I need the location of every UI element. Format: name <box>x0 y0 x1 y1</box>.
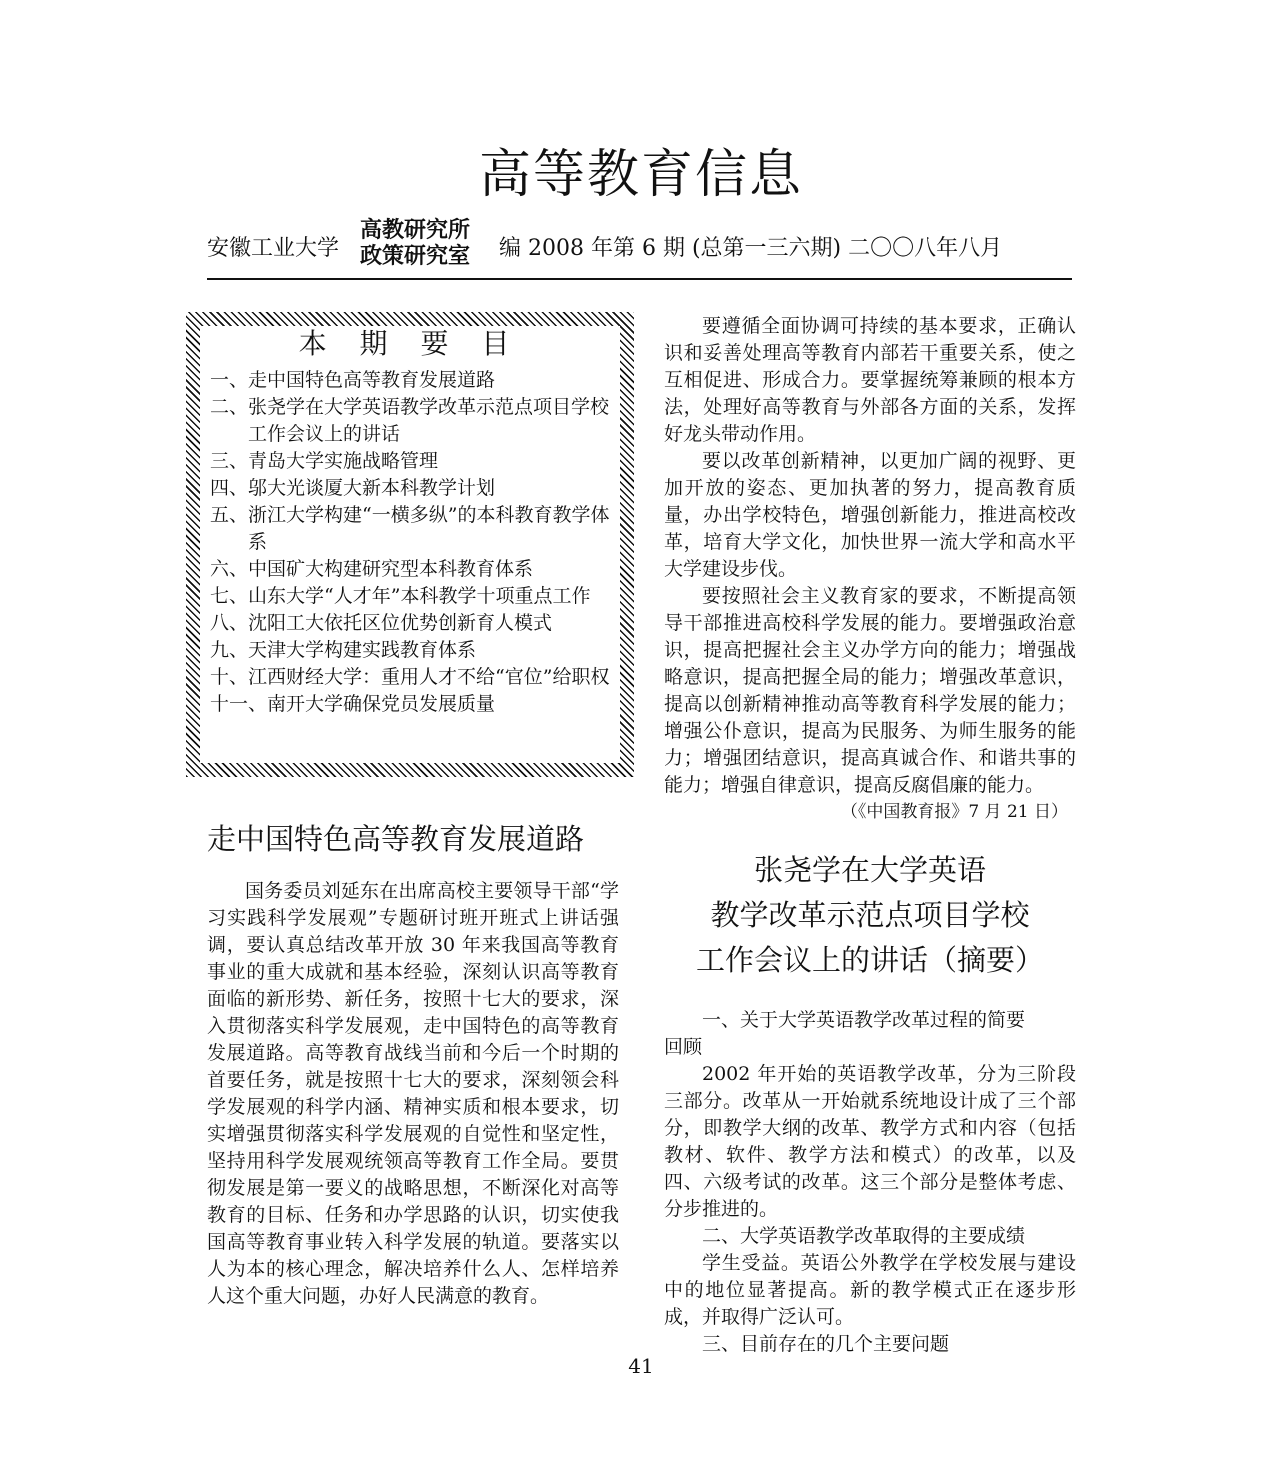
contents-item-text: 天津大学构建实践教育体系 <box>248 639 477 661</box>
header-rule <box>207 278 1072 280</box>
contents-item <box>210 637 620 664</box>
article-continuation <box>664 313 1076 826</box>
page-number: 41 <box>628 1354 654 1378</box>
editorial-units <box>360 218 470 270</box>
issue-line: 编 2008 年第 6 期 (总第一三六期) 二〇〇八年八月 <box>499 236 1003 261</box>
article2-body <box>664 1007 1076 1358</box>
article2-section-heading: 三、目前存在的几个主要问题 <box>702 1333 950 1355</box>
article-body <box>207 878 619 1310</box>
journal-title: 高等教育信息 <box>478 145 803 205</box>
contents-item-text: 中国矿大构建研究型本科教育体系 <box>248 558 534 580</box>
contents-item-text: 山东大学“人才年”本科教学十项重点工作 <box>248 585 591 607</box>
contents-item-number: 六、 <box>210 558 249 580</box>
contents-list <box>210 367 620 718</box>
contents-item-text: 南开大学确保党员发展质量 <box>267 693 496 715</box>
publisher: 安徽工业大学 <box>207 236 340 261</box>
article-title: 走中国特色高等教育发展道路 <box>207 822 585 856</box>
contents-item <box>210 691 620 718</box>
contents-item-number: 五、 <box>210 504 249 526</box>
contents-item <box>210 448 620 475</box>
article2-title-line: 教学改革示范点项目学校 <box>710 898 1030 932</box>
article2-section-heading: 二、大学英语教学改革取得的主要成绩 <box>702 1225 1026 1247</box>
contents-item <box>210 556 620 583</box>
article2-section-heading: 一、关于大学英语教学改革过程的简要 <box>702 1009 1026 1031</box>
contents-item-number: 十、 <box>210 666 249 688</box>
contents-item-number: 二、 <box>210 396 249 418</box>
contents-item <box>210 394 620 448</box>
contents-item-number: 十一、 <box>210 693 268 715</box>
article2-title-line: 张尧学在大学英语 <box>753 853 986 887</box>
contents-item-text: 沈阳工大依托区位优势创新育人模式 <box>248 612 553 634</box>
contents-item-number: 七、 <box>210 585 249 607</box>
article-paragraph: 要以改革创新精神，以更加广阔的视野、更加开放的姿态、更加执著的努力，提高教育质量，办出学校特色，增强创新能力，推进高校改革，培育大学文化，加快世界一流大学和高水平大学建设步伐。 <box>664 450 1076 580</box>
contents-item-number: 九、 <box>210 639 249 661</box>
article2-paragraph: 学生受益。英语公外教学在学校发展与建设中的地位显著提高。新的教学模式正在逐步形成，并取得广泛认可。 <box>664 1252 1076 1328</box>
contents-item-text: 张尧学在大学英语教学改革示范点项目学校工作会议上的讲话 <box>248 396 610 445</box>
contents-item-number: 八、 <box>210 612 249 634</box>
contents-item-text: 邬大光谈厦大新本科教学计划 <box>248 477 496 499</box>
contents-item <box>210 610 620 637</box>
contents-item <box>210 583 620 610</box>
article2-paragraph: 2002 年开始的英语教学改革，分为三阶段三部分。改革从一开始就系统地设计成了三个部分，即教学大纲的改革、教学方式和内容（包括教材、软件、教学方法和模式）的改革，以及四、六级考试的改革。这三个部分是整体考虑、分步推进的。 <box>664 1063 1076 1220</box>
contents-item <box>210 367 620 394</box>
unit-2: 政策研究室 <box>360 244 471 269</box>
contents-item-number: 四、 <box>210 477 249 499</box>
contents-item-text: 走中国特色高等教育发展道路 <box>248 369 496 391</box>
article2-section-heading-cont: 回顾 <box>664 1036 703 1058</box>
contents-item <box>210 475 620 502</box>
unit-1: 高教研究所 <box>360 218 471 243</box>
contents-item <box>210 502 620 556</box>
contents-item-text: 浙江大学构建“一横多纵”的本科教育教学体系 <box>248 504 610 553</box>
article-paragraph: 要按照社会主义教育家的要求，不断提高领导干部推进高校科学发展的能力。要增强政治意识，提高把握社会主义办学方向的能力；增强战略意识，提高把握全局的能力；增强改革意识，提高以创新精神推动高等教育科学发展的能力；增强公仆意识，提高为民服务、为师生服务的能力；增强团结意识，提高真诚合作、和谐共事的能力；增强自律意识，提高反腐倡廉的能力。 <box>664 585 1076 796</box>
article2-title-line: 工作会议上的讲话（摘要） <box>695 943 1044 977</box>
contents-item-number: 三、 <box>210 450 249 472</box>
contents-item-text: 青岛大学实施战略管理 <box>248 450 439 472</box>
masthead <box>207 218 1077 274</box>
contents-item-number: 一、 <box>210 369 249 391</box>
contents-item-text: 江西财经大学：重用人才不给“官位”给职权 <box>248 666 610 688</box>
article2-title <box>664 848 1076 983</box>
article-paragraph: 国务委员刘延东在出席高校主要领导干部“学习实践科学发展观”专题研讨班开班式上讲话强调，要认真总结改革开放 30 年来我国高等教育事业的重大成就和基本经验，深刻认识高等教育面临的新形势、新任务，按照十七大的要求，深入贯彻落实科学发展观，走中国特色的高等教育发展道路。高等教育战线当前和今后一个时期的首要任务，就是按照十七大的要求，深刻领会科学发展观的科学内涵、精神实质和根本要求，切实增强贯彻落实科学发展观的自觉性和坚定性，坚持用科学发展观统领高等教育工作全局。要贯彻发展是第一要义的战略思想，不断深化对高等教育的目标、任务和办学思路的认识，切实使我国高等教育事业转入科学发展的轨道。要落实以人为本的核心理念，解决培养什么人、怎样培养人这个重大问题，办好人民满意的教育。 <box>207 880 619 1307</box>
contents-box <box>186 312 634 777</box>
contents-heading: 本 期 要 目 <box>298 327 522 360</box>
contents-item <box>210 664 620 691</box>
article-paragraph: 要遵循全面协调可持续的基本要求，正确认识和妥善处理高等教育内部若干重要关系，使之互相促进、形成合力。要掌握统筹兼顾的根本方法，处理好高等教育与外部各方面的关系，发挥好龙头带动作用。 <box>664 315 1076 445</box>
article-source: （《中国教育报》7 月 21 日） <box>840 802 1068 822</box>
